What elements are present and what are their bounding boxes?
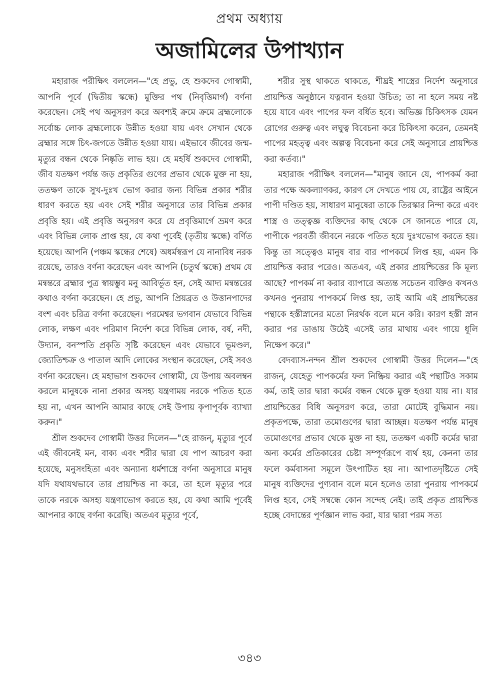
paragraph: বেদব্যাস-নন্দন শ্রীল শুকদেব গোস্বামী উত্তর দিলেন—"হে রাজন্‌, যেহেতু পাপকর্মের ফল নিষ্ক্রিয় করার এই পন্থাটিও সকাম কর্ম, তাই তার দ্বারা কর্মের বন্ধন থেকে মুক্ত হওয়া যায় না। যার প্রায়শ্চিত্তের বিধি অনুসরণ করে, তারা মোটেই বুদ্ধিমান নয়। প্রকৃতপক্ষে, তারা তমোগুণের দ্বারা আচ্ছন্ন। যতক্ষণ পর্যন্ত মানুষ তমোগুণের প্রভাব থেকে মুক্ত না হয়, ততক্ষণ একটি কর্মের দ্বারা অন্য কর্মের প্রতিকারের চেষ্টা সম্পূর্ণরূপে ব্যর্থ হয়, কেননা তার ফলে কর্মবাসনা সমূলে উৎপাটিত হয় না। আপাতদৃষ্টিতে সেই মানুষ ব্যক্তিদের পুণ্যবান বলে মনে হলেও তারা পুনরায় পাপকর্মে লিপ্ত হবে, সেই সম্বন্ধে কোন সন্দেহ নেই। তাই প্রকৃত প্রায়শ্চিত্ত হচ্ছে বেদান্তের পূর্ণজ্ঞান লাভ করা, যার দ্বারা পরম সত্য xyxy=(264,355,478,520)
paragraph: শরীর সুস্থ থাকতে থাকতে, শীঘ্রই শাস্ত্রের নির্দেশ অনুসারে প্রায়শ্চিত্ত অনুষ্ঠানে যত্নবান হওয়া উচিত; তা না হলে সময় নষ্ট হয়ে যাবে এবং পাপের ফল বর্ধিত হবে। অভিজ্ঞ চিকিৎসক যেমন রোগের গুরুত্ব এবং লঘুত্ব বিবেচনা করে চিকিৎসা করেন, তেমনই পাপের মহত্ত্ব এবং অল্পত্ব বিবেচনা করে সেই অনুসারে প্রায়শ্চিত্ত করা কর্তব্য।" xyxy=(264,76,478,164)
paragraph: মহারাজ পরীক্ষিৎ বললেন—"মানুষ জানে যে, পাপকর্ম করা তার পক্ষে অকল্যাণকর, কারণ সে দেখতে পায় যে, রাষ্ট্রের আইনে পাপী দণ্ডিত হয়, সাধারণ মানুষেরা তাকে তিরস্কার নিন্দা করে এবং শাস্ত্র ও তত্ত্বজ্ঞ ব্যক্তিদের কাছ থেকে সে জানতে পারে যে, পাপীকে পরবর্তী জীবনে নরকে পতিত হয়ে দুঃখভোগ করতে হয়। কিন্তু তা সত্ত্বেও মানুষ বার বার পাপকর্মে লিপ্ত হয়, এমন কি প্রায়শ্চিত্ত করার পরেও। অতএব, এই প্রকার প্রায়শ্চিত্তের কি মূল্য আছে? পাপকর্ম না করার ব্যাপারে অত্যন্ত সচেতন ব্যক্তিও কখনও কখনও পুনরায় পাপকর্মে লিপ্ত হয়, তাই আমি এই প্রায়শ্চিত্তের পন্থাকে হস্তীস্নানের মতো নিরর্থক বলে মনে করি। কারণ হস্তী স্নান করার পর ডাঙায় উঠেই এসেই তার মাথায় এবং গায়ে ধূলি নিক্ষেপ করে।" xyxy=(264,169,478,350)
chapter-title: অজামিলের উপাখ্যান xyxy=(155,38,344,64)
paragraph: শ্রীল শুকদেব গোস্বামী উত্তর দিলেন—"হে রাজন্‌, মৃত্যুর পূর্বে এই জীবনেই মন, বাক্য এবং শরীর দ্বারা যে পাপ আচরণ করা হয়েছে, মনুসংহিতা এবং অন্যান্য ধর্মশাস্ত্রে বর্ণনা অনুসারে মানুষ যদি যথাযথভাবে তার প্রায়শ্চিত্ত না করে, তা হলে মৃত্যুর পরে তাকে নরকে অসহ্য যন্ত্রণাভোগ করতে হয়, যে কথা আমি পূর্বেই আপনার কাছে বর্ণনা করেছি। অতএব মৃত্যুর পূর্বে, xyxy=(38,432,252,520)
right-column xyxy=(264,74,478,639)
page-number: ৩৪৩ xyxy=(237,651,262,665)
paragraph: মহারাজ পরীক্ষিৎ বললেন—"হে প্রভু, হে শুকদেব গোস্বামী, আপনি পূর্বে (দ্বিতীয় স্কন্ধে) মুক্তির পথ (নিবৃত্তিমার্গ) বর্ণনা করেছেন। সেই পথ অনুসরণ করে অবশ্যই ক্রমে ক্রমে ব্রহ্মলোকে সর্বোচ্চ লোক ব্রহ্মলোকে উন্নীত হওয়া যায় এবং সেখান থেকে ব্রহ্মার সঙ্গে চিৎ-জগতে উন্নীত হওয়া যায়। এইভাবে জীবের জন্ম-মৃত্যুর বন্ধন থেকে নিষ্কৃতি লাভ হয়। হে মহর্ষি শুকদেব গোস্বামী, জীব যতক্ষণ পর্যন্ত জড় প্রকৃতির গুণের প্রভাব থেকে মুক্ত না হয়, ততক্ষণ তাকে সুখ-দুঃখ ভোগ করার জন্য বিভিন্ন প্রকার শরীর ধারণ করতে হয় এবং সেই শরীর অনুসারে তার বিভিন্ন প্রকার প্রবৃত্তি হয়। এই প্রবৃত্তি অনুসরণ করে যে প্রবৃত্তিমার্গে ভ্রমণ করে এবং বিভিন্ন লোক প্রাপ্ত হয়, যে কথা পূর্বেই (তৃতীয় স্কন্ধে) বর্ণিত হয়েছে। আপনি (পঞ্চম স্কন্ধের শেষে) অধর্মস্বরূপ যে নানাবিধ নরক রয়েছে, তারও বর্ণনা করেছেন এবং আপনি (চতুর্থ স্কন্ধে) প্রথম যে মন্বন্তরে ব্রহ্মার পুত্র স্বায়ম্ভুব মনু আবির্ভূত হন, সেই আদ্য মন্বন্তরের কথাও বর্ণনা করেছেন। হে প্রভু, আপনি প্রিয়ব্রত ও উত্তানপাদের বংশ এবং চরিত্র বর্ণনা করেছেন। পরমেশ্বর ভগবান যেভাবে বিভিন্ন লোক, লক্ষণ এবং পরিমাণ নির্দেশ করে বিভিন্ন লোক, বর্ষ, নদী, উদ্যান, বনস্পতি প্রকৃতি সৃষ্টি করেছেন এবং যেভাবে ভূমণ্ডল, জ্যোতিশ্চক্র ও পাতাল আদি লোকের সংস্থান করেছেন, সেই সবও বর্ণনা করেছেন। হে মহাভাগ শুকদেব গোস্বামী, যে উপায় অবলম্বন করলে মানুষকে নানা প্রকার অসহ্য যন্ত্রণাময় নরকে পতিত হতে হয় না, এখন আপনি আমার কাছে সেই উপায় কৃপাপূর্বক ব্যাখ্যা করুন।" xyxy=(38,76,252,427)
chapter-label: প্রথম অধ্যায় xyxy=(216,12,283,27)
left-column xyxy=(38,74,252,639)
text-columns xyxy=(38,74,478,639)
